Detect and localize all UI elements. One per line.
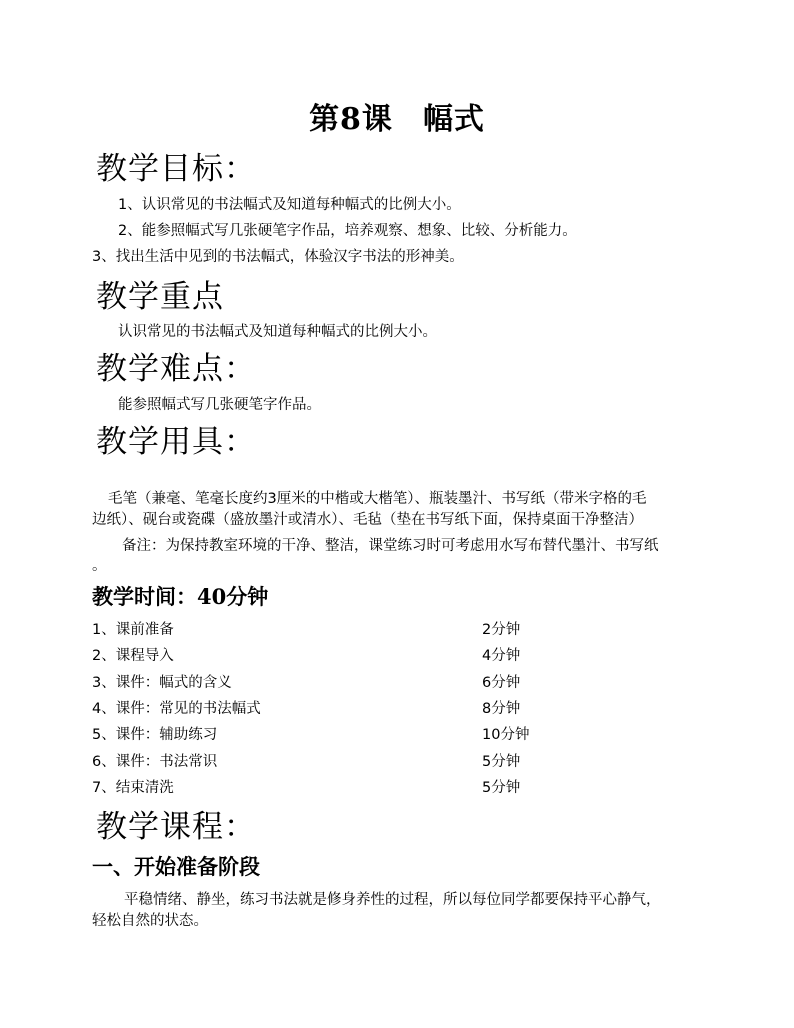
course-heading: 教学课程： [96,809,256,845]
schedule-item-name: 5、课件：辅助练习 [92,727,218,743]
schedule-row [92,699,652,719]
schedule-item-duration: 4分钟 [482,648,521,664]
goals-heading: 教学目标： [96,151,256,187]
schedule-row [92,620,652,640]
schedule-item-name: 6、课件：书法常识 [92,754,218,770]
tools-note-line-1: 备注：为保持教室环境的干净、整洁，课堂练习时可考虑用水写布替代墨汁、书写纸 [122,538,659,554]
difficulties-text: 能参照幅式写几张硬笔字作品。 [118,397,321,413]
schedule-item-duration: 8分钟 [482,701,521,717]
tools-line-2: 边纸）、砚台或瓷碟（盛放墨汁或清水）、毛毡（垫在书写纸下面，保持桌面干净整洁） [92,512,643,528]
stage-1-heading: 一、开始准备阶段 [92,854,260,879]
key-points-heading: 教学重点 [96,279,224,315]
stage-1-line-1: 平稳情绪、静坐，练习书法就是修身养性的过程，所以每位同学都要保持平心静气， [124,892,661,908]
schedule-item-name: 4、课件：常见的书法幅式 [92,701,261,717]
schedule-item-duration: 5分钟 [482,754,521,770]
stage-1-line-2: 轻松自然的状态。 [92,913,208,929]
schedule-item-name: 1、课前准备 [92,622,174,638]
schedule-row [92,752,652,772]
schedule-item-name: 3、课件：幅式的含义 [92,675,232,691]
schedule-item-duration: 2分钟 [482,622,521,638]
time-heading: 教学时间：40分钟 [92,584,269,609]
goal-item-1: 1、认识常见的书法幅式及知道每种幅式的比例大小。 [118,197,461,213]
difficulties-heading: 教学难点： [96,351,256,387]
schedule-item-name: 2、课程导入 [92,648,174,664]
schedule-item-name: 7、结束清洗 [92,780,174,796]
tools-line-1: 毛笔（兼毫、笔毫长度约3厘米的中楷或大楷笔）、瓶装墨汁、书写纸（带米字格的毛 [108,491,647,507]
schedule-row [92,673,652,693]
key-points-text: 认识常见的书法幅式及知道每种幅式的比例大小。 [118,324,437,340]
goal-item-3: 3、找出生活中见到的书法幅式，体验汉字书法的形神美。 [92,249,464,265]
lesson-title [0,100,794,140]
lesson-number: 第8课 [309,102,393,137]
schedule-row [92,646,652,666]
schedule-row [92,778,652,798]
tools-heading: 教学用具： [96,424,256,460]
schedule-item-duration: 5分钟 [482,780,521,796]
schedule-row [92,725,652,745]
schedule-item-duration: 6分钟 [482,675,521,691]
tools-note-line-2: 。 [92,558,107,574]
schedule-item-duration: 10分钟 [482,727,530,743]
lesson-name: 幅式 [422,102,485,137]
goal-item-2: 2、能参照幅式写几张硬笔字作品，培养观察、想象、比较、分析能力。 [118,223,577,239]
